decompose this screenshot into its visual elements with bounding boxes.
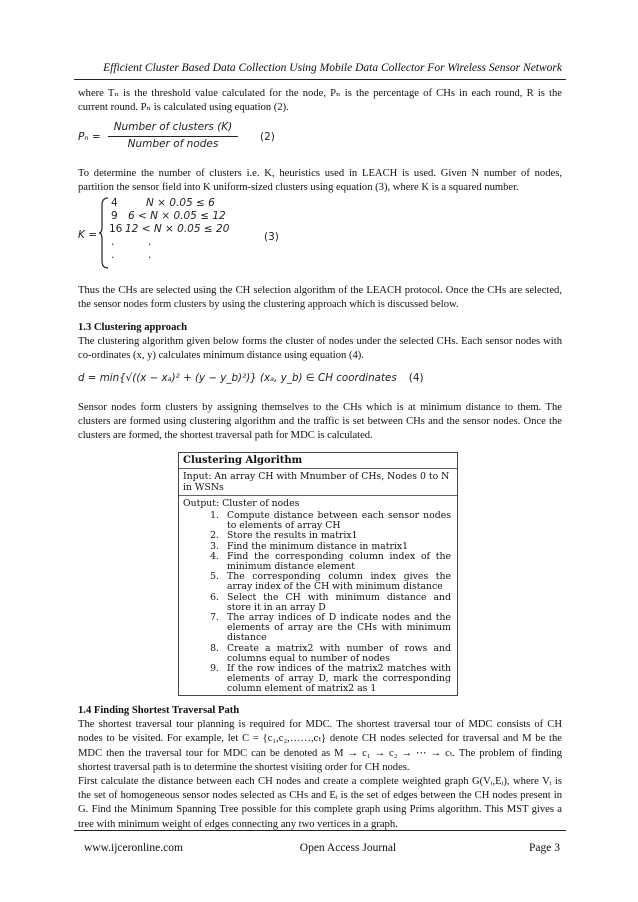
step-number: 1. (210, 510, 219, 521)
footer-page-number: Page 3 (529, 842, 560, 854)
section-1-4-paragraph-1: The shortest traversal tour planning is required for MDC. The shortest traversal tour of MDC consists of CH nodes to be visited. For example, let C = {c₁,c₂,……,cₜ} denote CH nodes selected for traversal and M be the MDC then the traversal tour for MDC can be denoted as M → c₁ → c₂ → ⋯ → cₜ. The problem of finding shortest traversal path is to determine the shortest visiting order for CH nodes. (78, 719, 562, 773)
section-1-3 (78, 321, 562, 364)
algorithm-input: Input: An array CH with Mnumber of CHs, Nodes 0 to N in WSNs (179, 469, 457, 496)
eq3-case-value: 9 (111, 210, 118, 222)
step-text: If the row indices of the matrix2 matches with elements of array D, mark the corresponding column element of matrix2 as 1 (227, 663, 451, 695)
step-text: Find the minimum distance in matrix1 (227, 540, 409, 552)
sensor-nodes-paragraph: Sensor nodes form clusters by assigning themselves to the CHs which is at minimum distance to them. The clusters are formed using clustering algorithm and the traffic is set between CHs and the sensor nodes. Once the clusters are formed, the shortest traversal path for MDC is calculated. (78, 402, 562, 442)
eq3-case-condition: N × 0.05 ≤ 6 (146, 197, 215, 209)
eq3-label: (3) (264, 231, 279, 243)
step-number: 3. (210, 540, 219, 552)
leach-paragraph: Thus the CHs are selected using the CH selection algorithm of the LEACH protocol. Once the CHs are selected, the sensor nodes form clusters by using the clustering approach which is discussed below. (78, 285, 562, 311)
clustering-algorithm-box (178, 452, 458, 696)
eq3-case-condition: . (148, 236, 152, 248)
section-1-4-heading: 1.4 Finding Shortest Traversal Path (78, 705, 240, 716)
section-1-3-heading: 1.3 Clustering approach (78, 322, 187, 333)
eq3-case-condition: 6 < N × 0.05 ≤ 12 (128, 210, 226, 222)
step-number: 2. (210, 530, 219, 542)
eq2-fraction-bar (108, 136, 238, 137)
section-1-3-text: The clustering algorithm given below forms the cluster of nodes under the selected CHs. Each sensor nodes with co-ordinates (x, y) calculates minimum distance using equation (4). (78, 336, 562, 362)
step-number: 8. (210, 642, 219, 654)
eq3-case-value: . (111, 249, 115, 261)
step-number: 6. (210, 591, 219, 603)
footer-journal: Open Access Journal (299, 842, 397, 854)
step-text: Compute distance between each sensor nodes to elements of array CH (227, 510, 451, 532)
eq3-case-condition: . (148, 249, 152, 261)
equation-2 (78, 121, 378, 155)
header-rule (74, 79, 566, 80)
number-of-clusters-paragraph: To determine the number of clusters i.e. K, heuristics used in LEACH is used. Given N number of nodes, partition the sensor field into K uniform-sized clusters using equation (3), where K is a squared number. (78, 168, 562, 194)
algorithm-output: Output: Cluster of nodes (183, 498, 300, 509)
eq3-lhs: K = (78, 229, 98, 241)
step-text: The array indices of D indicate nodes and the elements of array are the CHs with minimum distance (227, 612, 451, 644)
step-text: Find the corresponding column index of the minimum distance element (227, 550, 451, 573)
footer-url: www.ijceronline.com (84, 842, 183, 854)
footer-rule (74, 830, 566, 831)
eq3-case-value: 4 (111, 197, 118, 209)
eq3-case-condition: 12 < N × 0.05 ≤ 20 (125, 223, 230, 235)
algorithm-step (179, 593, 457, 613)
eq3-case-value: . (111, 236, 115, 248)
running-header: Efficient Cluster Based Data Collection Using Mobile Data Collector For Wireless Sensor Network (103, 62, 562, 74)
eq2-lhs: Pₙ = (78, 131, 101, 143)
eq2-denominator: Number of nodes (127, 138, 219, 150)
section-1-4-paragraph-2: First calculate the distance between each CH nodes and create a complete weighted graph G(Vᵢ,Eᵢ), where Vᵢ is the set of homogeneous sensor nodes selected as CHs and Eᵢ is the set of edges between the CH nodes present in G. Find the Minimum Spanning Tree possible for this complete graph using Prims algorithm. This MST gives a tree with minimum weight of edges connecting any two vertices in a graph. (78, 776, 562, 830)
step-number: 4. (210, 550, 219, 562)
equation-4 (78, 368, 562, 388)
step-text: Select the CH with minimum distance and store it in an array D (227, 591, 451, 613)
algorithm-step (179, 572, 457, 592)
algorithm-step (179, 613, 457, 644)
step-text: The corresponding column index gives the array index of the CH with minimum distance (227, 571, 451, 593)
eq3-case-value: 16 (109, 223, 123, 235)
algorithm-step (179, 511, 457, 531)
step-number: 9. (210, 663, 219, 675)
step-text: Create a matrix2 with number of rows and columns equal to number of nodes (227, 642, 451, 664)
algorithm-step (179, 552, 457, 572)
algorithm-title: Clustering Algorithm (179, 453, 457, 469)
section-1-4 (78, 704, 562, 832)
eq2-numerator: Number of clusters (K) (113, 121, 233, 133)
step-number: 7. (210, 612, 219, 624)
intro-paragraph: where Tₙ is the threshold value calculated for the node, Pₙ is the percentage of CHs in each round, R is the current round. Pₙ is calculated using equation (2). (78, 88, 562, 114)
eq4-expression: d = min{√((x − xₐ)² + (y − y_b)²)} (xₐ, y_b) ∈ CH coordinates (78, 372, 397, 384)
step-text: Store the results in matrix1 (227, 530, 358, 542)
eq2-label: (2) (260, 131, 275, 143)
algorithm-step (179, 644, 457, 664)
step-number: 5. (210, 571, 219, 583)
algorithm-steps (179, 511, 457, 695)
eq4-label: (4) (408, 372, 424, 384)
equation-3 (78, 197, 378, 269)
algorithm-step (179, 664, 457, 695)
